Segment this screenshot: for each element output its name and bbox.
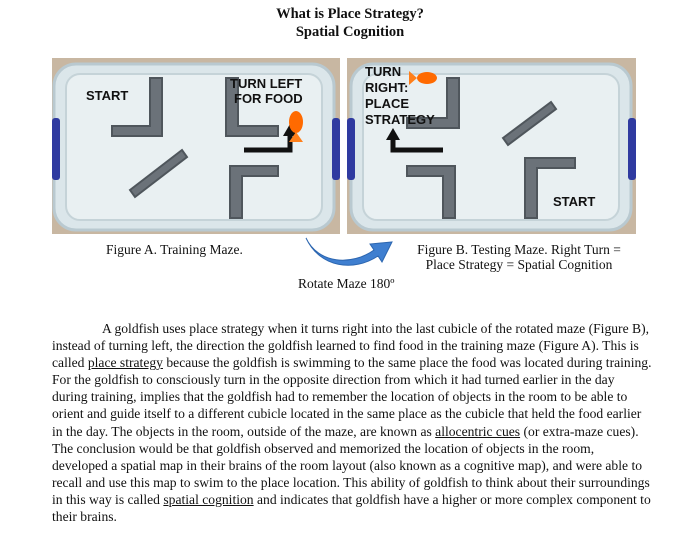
body-text: because the goldfish is swimming to the same place the food was located during training. For the goldfish to consciously turn in the opposite direction from which it had turned earlier in the day during training, implies that the goldfish had to remember the location of objects in the room to be able to orient and guide itself to a different cubicle located in the same place as the cubicle that held the food earlier in the day. The objects in the room, outside of the maze, are known as <box>52 355 652 439</box>
figure-b-turn-label-2: RIGHT: <box>365 80 409 95</box>
term-spatial-cognition: spatial cognition <box>163 491 254 507</box>
figure-b-caption-line-2: Place Strategy = Spatial Cognition <box>425 257 613 272</box>
tub-handle <box>52 118 60 180</box>
figure-b-start-label: START <box>553 194 596 209</box>
figure-b-testing-maze-photo <box>347 58 636 234</box>
figure-a-turn-label-2: FOR FOOD <box>234 91 303 106</box>
figure-b-turn-label-3: PLACE <box>365 96 410 111</box>
figure-b-caption-line-1: Figure B. Testing Maze. Right Turn = <box>417 242 621 257</box>
body-text: (or extra-maze cues). The conclusion would be that goldfish observed and memorized the location of objects in the room, developed a spatial map in their brains of the room layout (also known as a cognitive map), and were able to recall and use this map to swim to the place location. This ability of goldfish to think about their surroundings in this way is called <box>52 423 650 507</box>
body-paragraph <box>52 320 652 525</box>
body-text: A goldfish uses place strategy when it turns right into the last cubicle of the rotated maze (Figure B), instead of turning left, the direction the goldfish learned to find food in the training maze (Figure A). This is called <box>52 321 650 371</box>
figure-a-start-label: START <box>86 88 129 103</box>
term-allocentric-cues: allocentric cues <box>435 423 521 439</box>
figure-a-caption: Figure A. Training Maze. <box>106 242 243 257</box>
figure-b-turn-label-4: STRATEGY <box>365 112 435 127</box>
figure-a-training-maze-photo <box>52 58 340 234</box>
tub-handle <box>332 118 340 180</box>
page-subtitle: Spatial Cognition <box>295 24 405 40</box>
tub-handle <box>347 118 355 180</box>
rotate-arrow-icon <box>300 232 400 272</box>
rotate-caption: Rotate Maze 180º <box>298 276 395 291</box>
page-title: What is Place Strategy? <box>276 6 424 22</box>
term-place-strategy: place strategy <box>87 355 163 371</box>
body-text: and indicates that goldfish have a higher or more complex component to their brains. <box>52 491 651 525</box>
figure-b-turn-label-1: TURN <box>365 64 402 79</box>
figure-a-turn-label-1: TURN LEFT <box>230 76 303 91</box>
tub-handle <box>628 118 636 180</box>
